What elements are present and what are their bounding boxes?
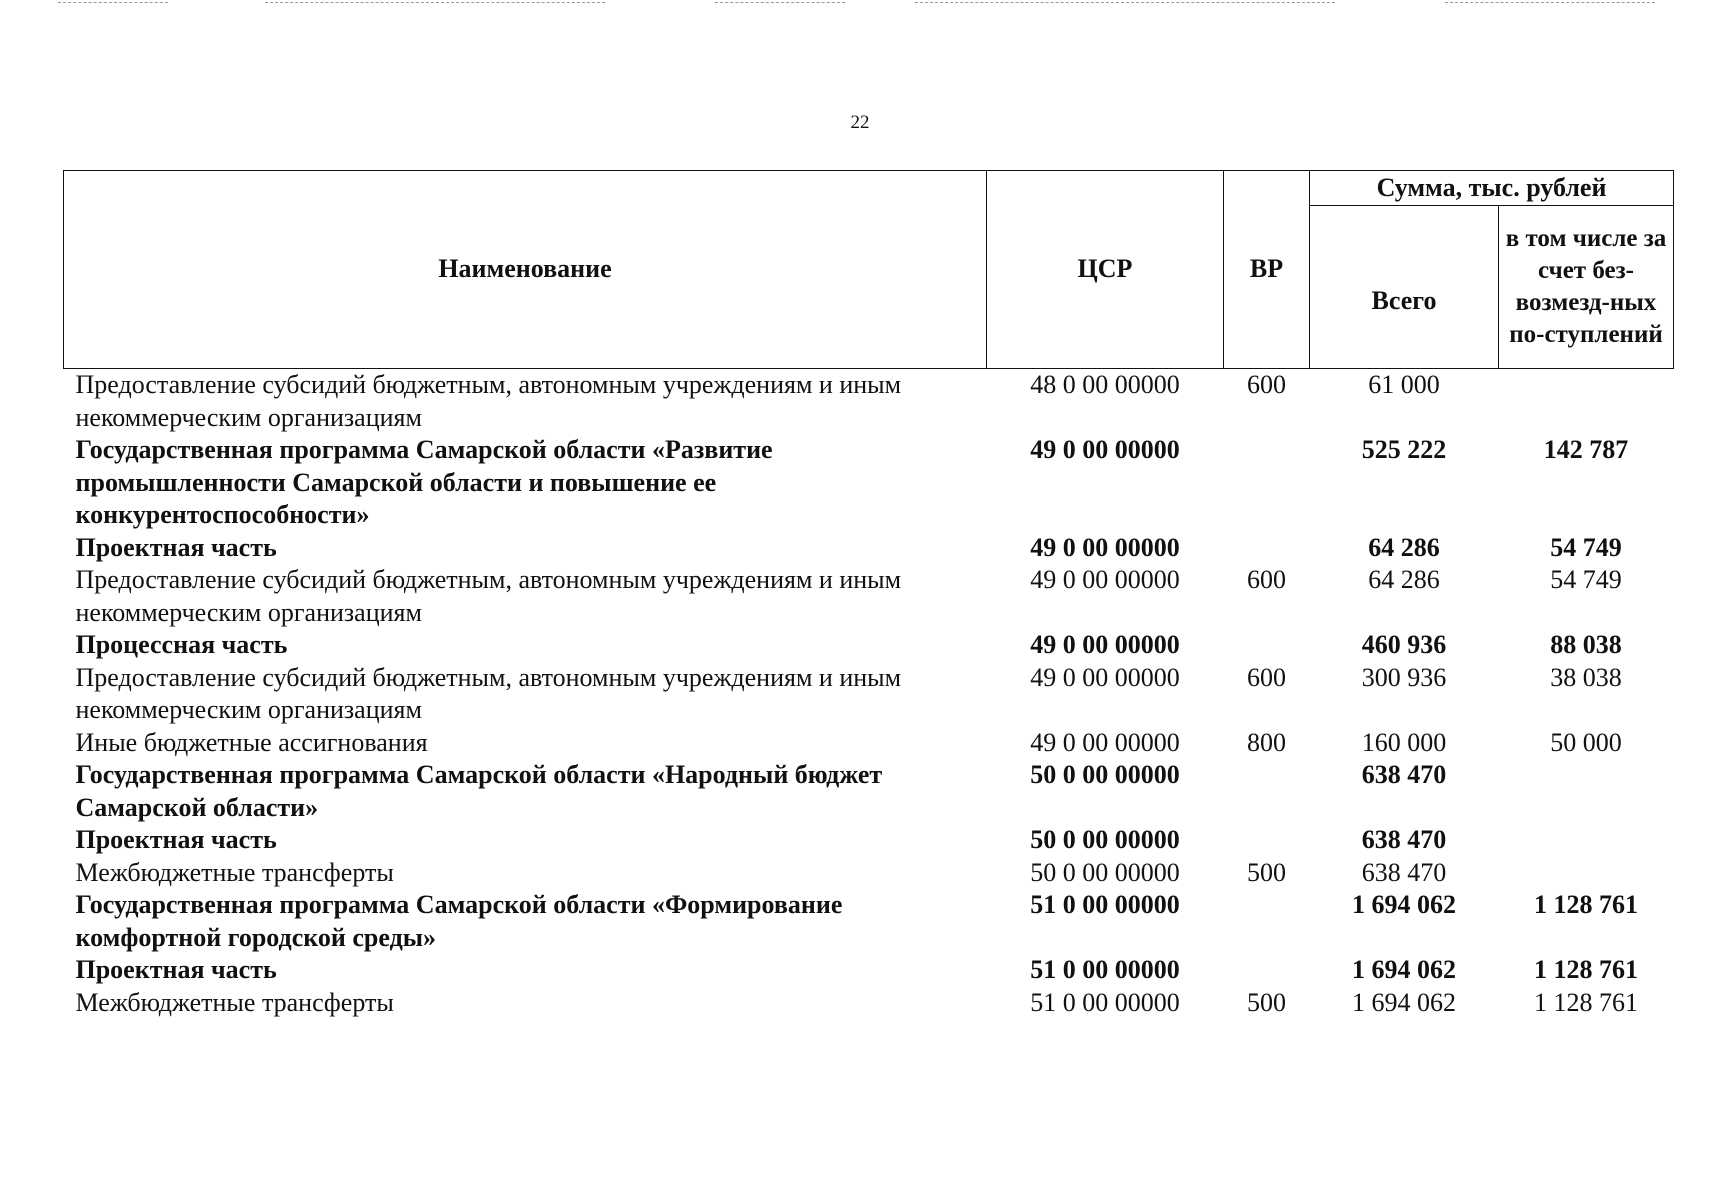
row-csr: 49 0 00 00000 — [1030, 565, 1180, 594]
table-header — [64, 171, 1674, 369]
row-gratuitous: 1 128 761 — [1534, 890, 1638, 919]
scan-edge-mark — [1445, 2, 1655, 3]
row-csr: 48 0 00 00000 — [1030, 370, 1180, 399]
table-row — [64, 954, 1674, 987]
row-vr: 500 — [1247, 857, 1286, 887]
row-total: 1 694 062 — [1352, 987, 1456, 1017]
row-gratuitous: 38 038 — [1550, 662, 1622, 692]
table-row — [64, 532, 1674, 565]
column-header-csr: ЦСР — [987, 171, 1224, 369]
table-row — [64, 727, 1674, 760]
row-name: Процессная часть — [75, 630, 288, 659]
column-header-name: Наименование — [64, 171, 987, 369]
row-gratuitous: 50 000 — [1550, 727, 1622, 757]
row-gratuitous — [1499, 759, 1674, 824]
row-total: 638 470 — [1361, 760, 1447, 789]
row-csr: 50 0 00 00000 — [1030, 825, 1180, 854]
row-total: 525 222 — [1361, 435, 1447, 464]
row-total: 64 286 — [1368, 565, 1440, 594]
row-csr: 49 0 00 00000 — [1030, 727, 1180, 757]
table-row — [64, 434, 1674, 532]
row-csr: 49 0 00 00000 — [1030, 662, 1180, 692]
row-csr: 51 0 00 00000 — [1030, 987, 1180, 1017]
row-name: Предоставление субсидий бюджетным, автономным учреждениям и иным некоммерческим организациям — [75, 565, 902, 627]
row-name: Проектная часть — [75, 955, 277, 984]
scan-edge-mark — [58, 2, 168, 3]
row-name: Предоставление субсидий бюджетным, автономным учреждениям и иным некоммерческим организациям — [75, 370, 902, 432]
row-name: Межбюджетные трансферты — [75, 857, 394, 887]
table-row — [64, 824, 1674, 857]
table-row — [64, 987, 1674, 1020]
scan-edge-mark — [715, 2, 845, 3]
row-gratuitous: 88 038 — [1550, 630, 1622, 659]
row-gratuitous — [1499, 824, 1674, 857]
row-gratuitous: 1 128 761 — [1534, 955, 1638, 984]
budget-table — [63, 170, 1674, 1019]
row-csr: 49 0 00 00000 — [1030, 435, 1180, 464]
row-csr: 51 0 00 00000 — [1030, 890, 1180, 919]
row-csr: 49 0 00 00000 — [1030, 532, 1180, 562]
table-row — [64, 662, 1674, 727]
scan-edge-mark — [265, 2, 605, 3]
row-vr: 500 — [1247, 987, 1286, 1017]
row-gratuitous: 54 749 — [1550, 565, 1622, 594]
table-row — [64, 629, 1674, 662]
row-total: 638 470 — [1361, 857, 1447, 887]
row-name: Проектная часть — [75, 825, 277, 854]
table-body — [64, 369, 1674, 1020]
row-vr — [1224, 629, 1310, 662]
row-csr: 50 0 00 00000 — [1030, 857, 1180, 887]
row-vr: 800 — [1247, 727, 1286, 757]
row-name: Межбюджетные трансферты — [75, 987, 394, 1017]
row-total: 61 000 — [1368, 370, 1440, 399]
row-total: 160 000 — [1361, 727, 1447, 757]
row-vr: 600 — [1247, 370, 1286, 399]
row-vr — [1224, 824, 1310, 857]
row-total: 638 470 — [1361, 825, 1447, 854]
row-vr — [1224, 759, 1310, 824]
scan-edge-mark — [915, 2, 1335, 3]
table-row — [64, 857, 1674, 890]
table-row — [64, 369, 1674, 435]
row-gratuitous: 1 128 761 — [1534, 987, 1638, 1017]
row-vr — [1224, 954, 1310, 987]
row-gratuitous — [1499, 857, 1674, 890]
row-name: Предоставление субсидий бюджетным, автономным учреждениям и иным некоммерческим организациям — [75, 662, 902, 724]
row-total: 300 936 — [1361, 662, 1447, 692]
row-gratuitous — [1499, 369, 1674, 435]
row-csr: 50 0 00 00000 — [1030, 760, 1180, 789]
row-vr: 600 — [1247, 662, 1286, 692]
row-total: 64 286 — [1368, 532, 1440, 562]
table-row — [64, 564, 1674, 629]
row-name: Государственная программа Самарской области «Формирование комфортной городской среды» — [75, 890, 843, 952]
row-total: 1 694 062 — [1352, 955, 1456, 984]
column-header-total: Всего — [1310, 206, 1499, 369]
page-number: 22 — [850, 112, 870, 133]
row-gratuitous: 54 749 — [1550, 532, 1622, 562]
row-name: Проектная часть — [75, 532, 277, 562]
table-row — [64, 759, 1674, 824]
row-total: 460 936 — [1361, 630, 1447, 659]
column-header-sum-group: Сумма, тыс. рублей — [1310, 171, 1674, 206]
row-total: 1 694 062 — [1352, 890, 1456, 919]
row-vr — [1224, 434, 1310, 532]
row-gratuitous: 142 787 — [1543, 435, 1629, 464]
row-vr — [1224, 532, 1310, 565]
row-vr: 600 — [1247, 565, 1286, 594]
row-name: Государственная программа Самарской области «Народный бюджет Самарской области» — [75, 760, 883, 822]
row-name: Иные бюджетные ассигнования — [75, 727, 428, 757]
table-row — [64, 889, 1674, 954]
row-csr: 49 0 00 00000 — [1030, 630, 1180, 659]
column-header-vr: ВР — [1224, 171, 1310, 369]
row-name: Государственная программа Самарской области «Развитие промышленности Самарской области и повышение ее конкурентоспособности» — [75, 435, 773, 529]
row-vr — [1224, 889, 1310, 954]
row-csr: 51 0 00 00000 — [1030, 955, 1180, 984]
column-header-including-gratuitous: в том числе за счет без-возмезд-ных по-ступлений — [1499, 206, 1674, 369]
